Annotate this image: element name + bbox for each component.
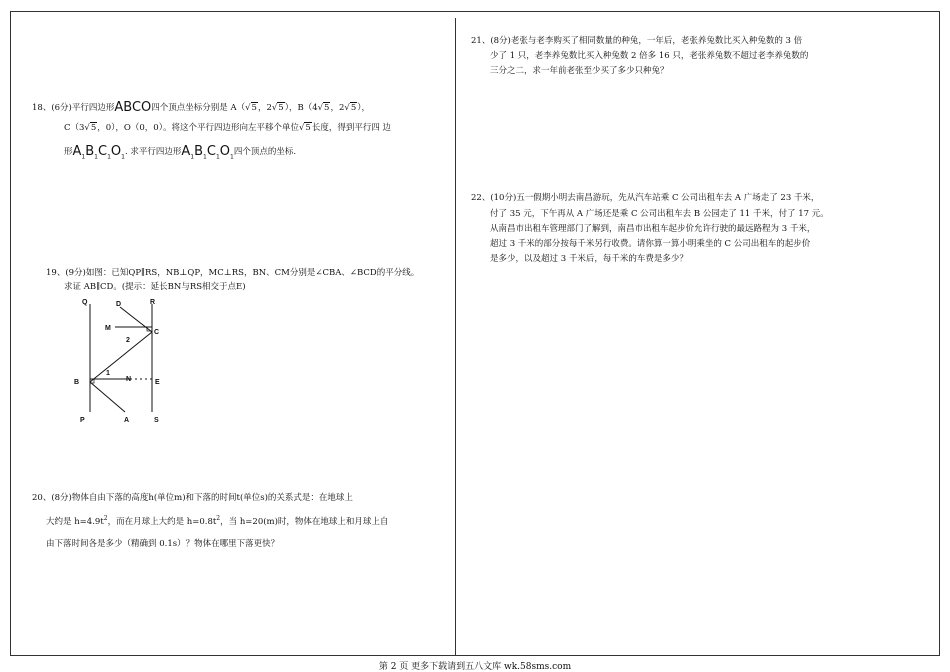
label-R: R — [150, 299, 156, 306]
label-E: E — [155, 379, 160, 386]
label-A: A — [124, 417, 130, 424]
geometry-figure — [70, 292, 180, 432]
q19-line1: 19、(9分)如图：已知QP∥RS，NB⊥QP，MC⊥RS，BN、CM分别是∠CBA、∠BCD的平分线。 — [46, 268, 420, 278]
q20-line2: 大约是 $h=4.9t^2$，而在月球上大约是 $h=0.8t^2$，当 h=20(m)时，物体在地球上和月球上自 — [46, 515, 389, 527]
q22-line5: 是多少，以及超过 3 千米后，每千米的车费是多少？ — [490, 254, 688, 264]
label-M: M — [105, 325, 111, 332]
column-divider — [455, 18, 456, 655]
q20-line1: 20、(8分)物体自由下落的高度h(单位m)和下落的时间t(单位s)的关系式是：在地球上 — [32, 493, 353, 503]
q21-line1: 21、(8分)老张与老李购买了相同数量的种兔，一年后，老张养兔数比买入种兔数的 3 倍 — [471, 36, 803, 46]
q18-line2: C（3√5，0），O（0，0）。将这个平行四边形向左平移个单位√5长度，得到平行四 边 — [64, 123, 392, 133]
label-1: 1 — [106, 370, 110, 377]
abco-label: ABCO — [114, 100, 152, 115]
q22-line4: 超过 3 千米的部分按每千米另行收费。请你算一算小明乘坐的 C 公司出租车的起步价 — [490, 239, 811, 249]
label-C: C — [154, 329, 160, 336]
q18-line3: 形$A_1B_1C_1O_1$. 求平行四边形$A_1B_1C_1O_1$四个顶点的坐标. — [64, 144, 297, 161]
q20-line3: 由下落时间各是多少（精确到 0.1s）？物体在哪里下落更快？ — [46, 539, 280, 549]
label-B: B — [74, 379, 80, 386]
q22-line3: 从南昌市出租车管理部门了解到，南昌市出租车起步价允许行驶的最远路程为 3 千米， — [490, 224, 816, 234]
q21-line2: 少了 1 只，老李养兔数比买入种兔数 2 倍多 16 只，老张养兔数不超过老李养兔数的 — [490, 51, 809, 61]
q22-line2: 付了 35 元，下午再从 A 广场还是乘 C 公司出租车去 B 公园走了 11 千米，付了 17 元。 — [490, 209, 829, 219]
label-2: 2 — [126, 337, 130, 344]
label-N: N — [126, 376, 132, 383]
q18-line1: 18、(6分)平行四边形ABCO四个顶点坐标分别是 A（√5，2√5），B（4√5，2√5）， — [32, 100, 370, 115]
q22-line1: 22、(10分)五一假期小明去南昌游玩，先从汽车站乘 C 公司出租车去 A 广场走了 23 千米， — [471, 193, 820, 203]
shape-a1b1c1o1: $A_1B_1C_1O_1$ — [72, 144, 125, 161]
shape-a1b1c1o1-2: $A_1B_1C_1O_1$ — [181, 144, 234, 161]
label-P: P — [80, 417, 85, 424]
label-Q: Q — [82, 299, 88, 306]
label-S: S — [154, 417, 159, 424]
label-D: D — [116, 301, 122, 308]
page-footer: 第 2 页 更多下载请到五八文库 wk.58sms.com — [378, 662, 572, 672]
q21-line3: 三分之二，求一年前老张至少买了多少只种兔？ — [490, 66, 669, 76]
q19-line2: 求证 AB∥CD。(提示：延长BN与RS相交于点E) — [64, 282, 246, 292]
